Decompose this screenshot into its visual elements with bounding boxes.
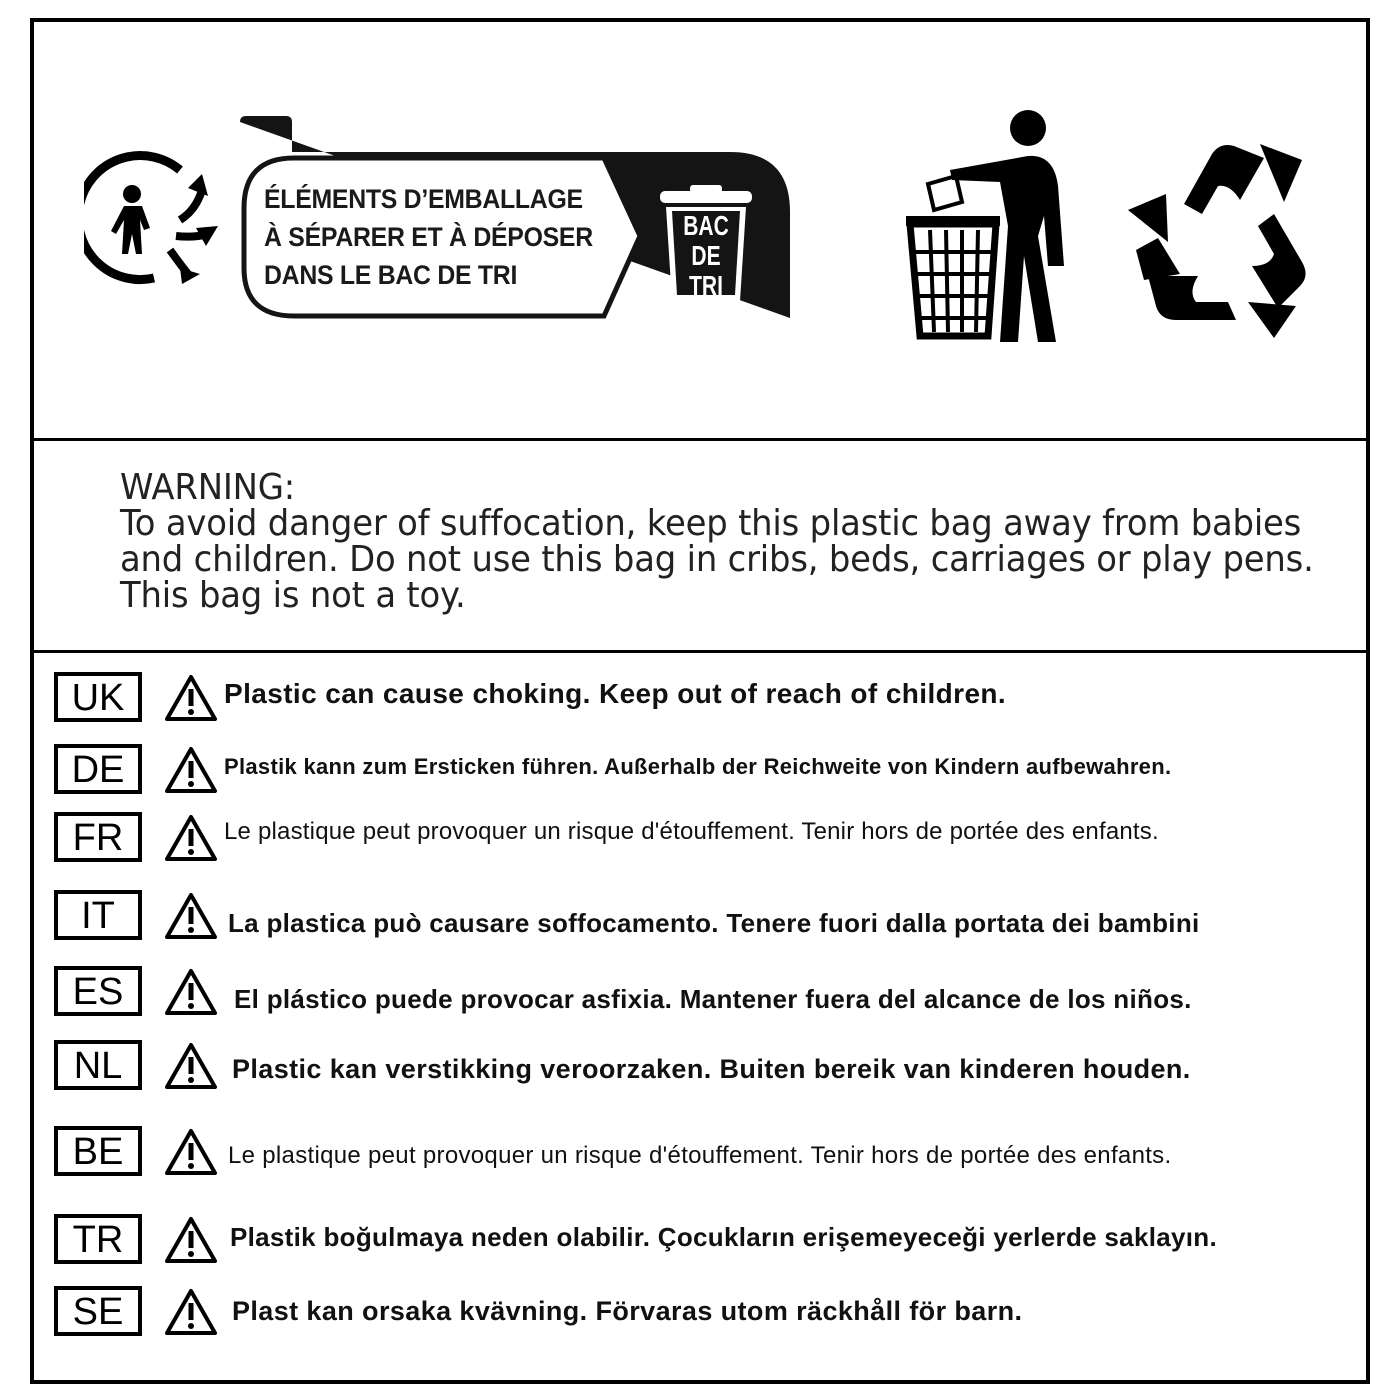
info-tri-mark — [234, 110, 796, 320]
warning-triangle-icon — [164, 1128, 218, 1176]
language-code: FR — [54, 812, 142, 862]
language-warning-text: Plastik boğulmaya neden olabilir. Çocukların erişemeyeceği yerlerde saklayın. — [230, 1222, 1217, 1252]
section-divider-bottom — [34, 650, 1366, 653]
language-row-be — [54, 1126, 1364, 1186]
suffocation-warning — [120, 467, 1314, 616]
language-warning-text: Plastik kann zum Ersticken führen. Außerhalb der Reichweite von Kindern aufbewahren. — [224, 754, 1172, 779]
language-row-nl — [54, 1040, 1364, 1100]
warning-triangle-icon — [164, 1288, 218, 1336]
warning-triangle-icon — [164, 814, 218, 862]
sorting-instruction — [264, 180, 595, 294]
bin-label-line: BAC — [683, 210, 729, 241]
warning-heading: WARNING: — [120, 467, 296, 508]
warning-triangle-icon — [164, 746, 218, 794]
bin-label-line: DE — [691, 240, 721, 271]
section-divider-top — [34, 438, 1366, 441]
language-warning-text: Le plastique peut provoquer un risque d'étouffement. Tenir hors de portée des enfants. — [228, 1142, 1172, 1169]
sorting-bin-icon — [658, 183, 754, 315]
language-row-de — [54, 744, 1364, 804]
country-tab: FR — [253, 206, 287, 234]
triman-icon — [84, 150, 219, 285]
sorting-instruction-line: ÉLÉMENTS D’EMBALLAGE — [264, 184, 583, 214]
tidyman-icon — [878, 106, 1074, 346]
warning-line: To avoid danger of suffocation, keep this plastic bag away from babies — [120, 503, 1302, 544]
language-code: BE — [54, 1126, 142, 1176]
language-warning-text: Plast kan orsaka kvävning. Förvaras utom räckhåll för barn. — [232, 1296, 1023, 1326]
label-frame — [30, 18, 1370, 1384]
warning-triangle-icon — [164, 1042, 218, 1090]
warning-line: and children. Do not use this bag in cribs, beds, carriages or play pens. — [120, 539, 1314, 580]
language-warning-text: La plastica può causare soffocamento. Tenere fuori dalla portata dei bambini — [228, 908, 1200, 938]
language-code: ES — [54, 966, 142, 1016]
language-row-es — [54, 966, 1364, 1026]
warning-triangle-icon — [164, 1216, 218, 1264]
recycling-icon — [1124, 130, 1336, 342]
sorting-instruction-line: À SÉPARER ET À DÉPOSER — [264, 222, 593, 252]
sorting-instruction-line: DANS LE BAC DE TRI — [264, 260, 518, 290]
language-code: IT — [54, 890, 142, 940]
bin-label-line: TRI — [689, 270, 723, 301]
warning-triangle-icon — [164, 674, 218, 722]
language-row-it — [54, 890, 1364, 950]
language-warning-text: Plastic can cause choking. Keep out of reach of children. — [224, 678, 1007, 709]
language-code: SE — [54, 1286, 142, 1336]
language-warning-text: El plástico puede provocar asfixia. Mantener fuera del alcance de los niños. — [234, 984, 1192, 1014]
language-row-se — [54, 1286, 1364, 1346]
warning-triangle-icon — [164, 892, 218, 940]
warning-triangle-icon — [164, 968, 218, 1016]
language-warning-text: Plastic kan verstikking veroorzaken. Buiten bereik van kinderen houden. — [232, 1054, 1191, 1084]
language-row-fr — [54, 812, 1364, 872]
language-code: UK — [54, 672, 142, 722]
language-code: DE — [54, 744, 142, 794]
language-warning-text: Le plastique peut provoquer un risque d'étouffement. Tenir hors de portée des enfants. — [224, 818, 1159, 845]
language-code: NL — [54, 1040, 142, 1090]
bin-label — [670, 211, 742, 301]
language-row-uk — [54, 672, 1364, 732]
warning-line: This bag is not a toy. — [120, 575, 466, 616]
language-code: TR — [54, 1214, 142, 1264]
language-row-tr — [54, 1214, 1364, 1274]
